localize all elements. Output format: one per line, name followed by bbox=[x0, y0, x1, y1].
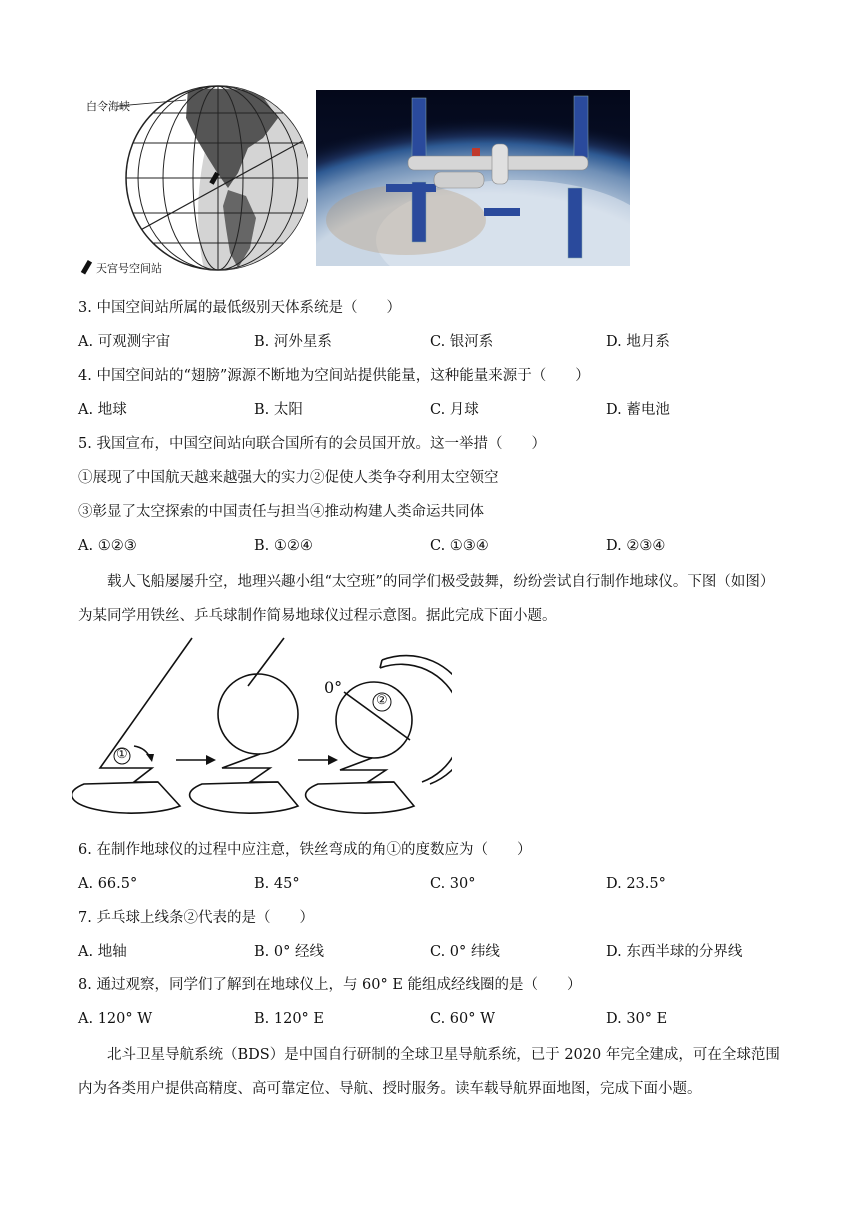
figure2-label-angle: ① bbox=[116, 747, 128, 762]
question-5-stem: 5. 我国宣布，中国空间站向联合国所有的会员国开放。这一举措（ ） bbox=[78, 436, 546, 452]
question-3-option-b: B. 河外星系 bbox=[254, 334, 332, 350]
figure2-label-line: ② bbox=[376, 693, 388, 708]
globe-label-station: 天宫号空间站 bbox=[96, 262, 162, 275]
question-5-option-d: D. ②③④ bbox=[606, 538, 666, 554]
question-5-statement-2: ③彰显了太空探索的中国责任与担当④推动构建人类命运共同体 bbox=[78, 504, 484, 520]
globe-figure bbox=[78, 78, 308, 278]
question-4-option-c: C. 月球 bbox=[430, 402, 479, 418]
question-4-stem: 4. 中国空间站的“翅膀”源源不断地为空间站提供能量，这种能量来源于（ ） bbox=[78, 368, 590, 384]
question-8-option-c: C. 60° W bbox=[430, 1011, 496, 1027]
question-5-statement-1: ①展现了中国航天越来越强大的实力②促使人类争夺利用太空领空 bbox=[78, 470, 499, 486]
question-7-option-c: C. 0° 纬线 bbox=[430, 944, 500, 960]
question-8-option-d: D. 30° E bbox=[606, 1011, 668, 1027]
question-7-option-a: A. 地轴 bbox=[78, 944, 127, 960]
question-6-option-a: A. 66.5° bbox=[78, 876, 138, 892]
question-5-option-c: C. ①③④ bbox=[430, 538, 489, 554]
question-6-option-b: B. 45° bbox=[254, 876, 300, 892]
question-4-option-b: B. 太阳 bbox=[254, 402, 303, 418]
question-6-stem: 6. 在制作地球仪的过程中应注意，铁丝弯成的角①的度数应为（ ） bbox=[78, 842, 532, 858]
question-7-stem: 7. 乒乓球上线条②代表的是（ ） bbox=[78, 910, 314, 926]
question-5-option-b: B. ①②④ bbox=[254, 538, 313, 554]
question-6-option-c: C. 30° bbox=[430, 876, 476, 892]
question-3-stem: 3. 中国空间站所属的最低级别天体系统是（ ） bbox=[78, 300, 401, 316]
passage-globe-making: 载人飞船屡屡升空，地理兴趣小组“太空班”的同学们极受鼓舞，纷纷尝试自行制作地球仪。下图（如图）为某同学用铁丝、乒乓球制作简易地球仪过程示意图。据此完成下面小题。 bbox=[78, 574, 775, 624]
question-4-option-d: D. 蓄电池 bbox=[606, 402, 670, 418]
globe-making-figure bbox=[72, 634, 452, 824]
question-3-option-a: A. 可观测宇宙 bbox=[78, 334, 171, 350]
question-8-option-b: B. 120° E bbox=[254, 1011, 324, 1027]
passage-beidou: 北斗卫星导航系统（BDS）是中国自行研制的全球卫星导航系统，已于 2020 年完全建成，可在全球范围内为各类用户提供高精度、高可靠定位、导航、授时服务。读车载导航界面地图，完成下面小题。 bbox=[78, 1047, 780, 1097]
question-6-option-d: D. 23.5° bbox=[606, 876, 666, 892]
question-8-option-a: A. 120° W bbox=[78, 1011, 153, 1027]
question-5-option-a: A. ①②③ bbox=[78, 538, 137, 554]
space-station-photo bbox=[316, 90, 630, 266]
question-3-option-c: C. 银河系 bbox=[430, 334, 494, 350]
figure2-label-zero: 0° bbox=[324, 678, 343, 697]
question-7-option-b: B. 0° 经线 bbox=[254, 944, 324, 960]
question-7-option-d: D. 东西半球的分界线 bbox=[606, 944, 743, 960]
question-8-stem: 8. 通过观察，同学们了解到在地球仪上，与 60° E 能组成经线圈的是（ ） bbox=[78, 977, 582, 993]
question-3-option-d: D. 地月系 bbox=[606, 334, 670, 350]
question-4-option-a: A. 地球 bbox=[78, 402, 127, 418]
globe-label-strait: 白令海峡 bbox=[86, 100, 130, 113]
